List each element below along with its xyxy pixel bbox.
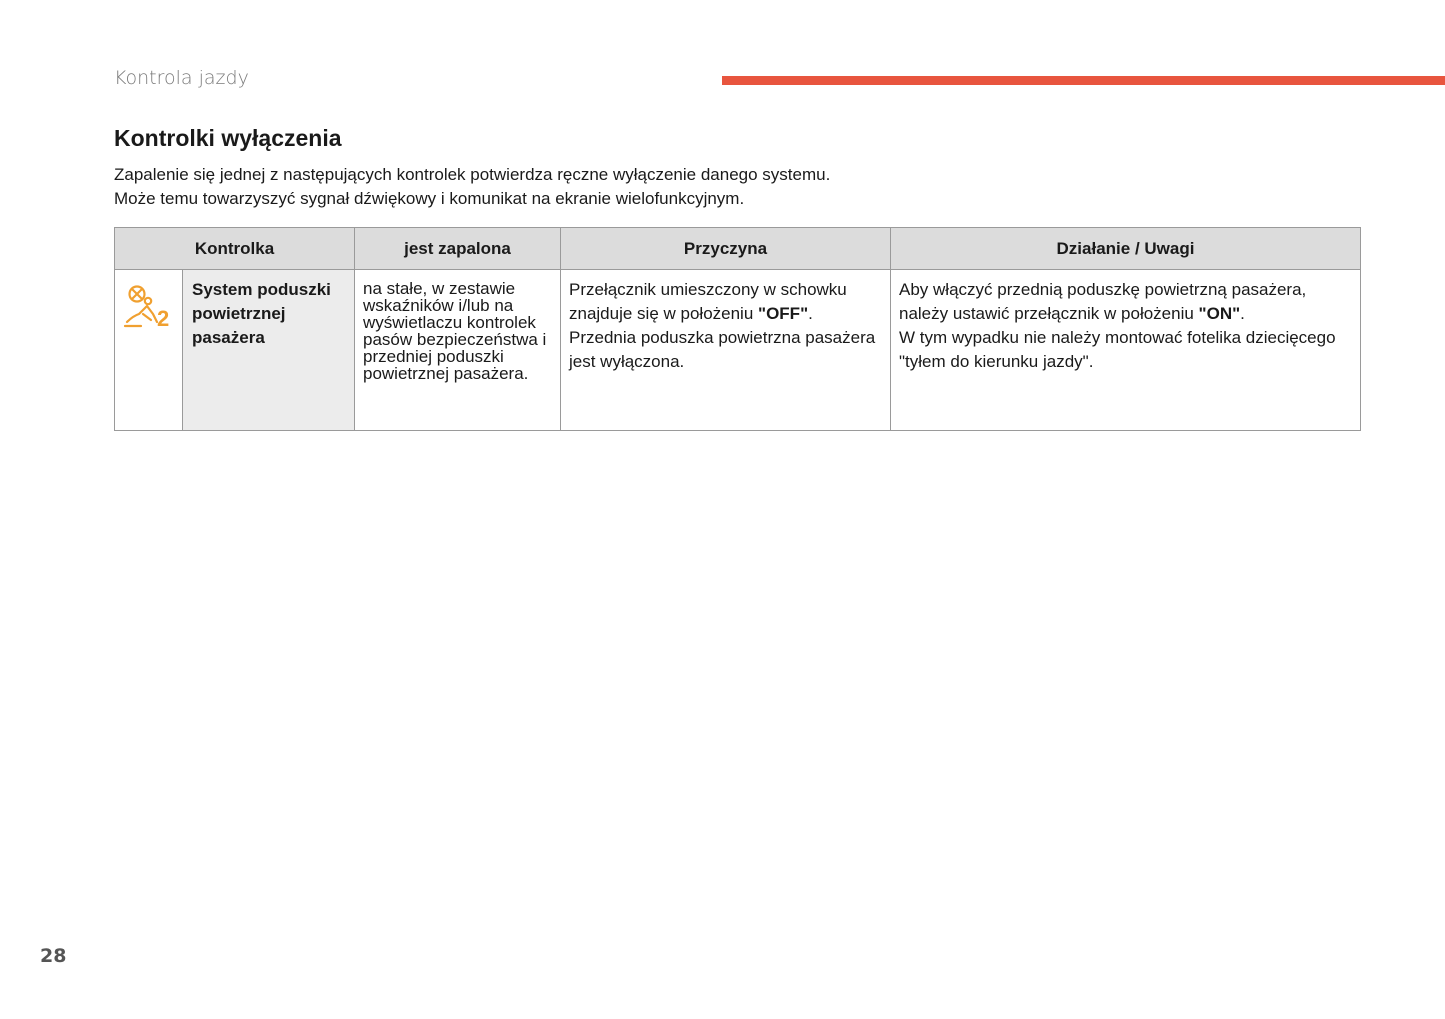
page-number: 28 <box>40 945 67 967</box>
section-title: Kontrolki wyłączenia <box>114 125 342 151</box>
action-paragraph-1 <box>899 278 1352 326</box>
cause-paragraph-2: Przednia poduszka powietrzna pasażera jest wyłączona. <box>569 328 876 371</box>
switch-position-off: "OFF" <box>758 304 809 323</box>
icon-cell <box>115 270 183 431</box>
warning-lights-table <box>114 227 1361 431</box>
table-row <box>115 270 1361 431</box>
intro-line-1: Zapalenie się jednej z następujących kontrolek potwierdza ręczne wyłączenie danego systemu. <box>114 165 831 184</box>
column-header-jest-zapalona: jest zapalona <box>355 228 561 270</box>
action-text-end: . <box>1240 304 1245 323</box>
switch-position-on: "ON" <box>1198 304 1241 323</box>
intro-text <box>114 163 1354 211</box>
passenger-airbag-off-icon <box>123 284 177 332</box>
column-header-przyczyna: Przyczyna <box>561 228 891 270</box>
header-accent-bar <box>722 76 1445 85</box>
running-header: Kontrola jazdy <box>114 67 249 89</box>
cause-text-end: . <box>808 304 813 323</box>
lit-condition: na stałe, w zestawie wskaźników i/lub na wyświetlaczu kontrolek pasów bezpieczeństwa i przedniej poduszki powietrznej pasażera. <box>355 270 561 431</box>
column-header-dzialanie-uwagi: Działanie / Uwagi <box>891 228 1361 270</box>
cause-text: Przełącznik umieszczony w schowku znajduje się w położeniu <box>569 280 847 323</box>
column-header-kontrolka: Kontrolka <box>115 228 355 270</box>
action-cell <box>891 270 1361 431</box>
action-paragraph-2: W tym wypadku nie należy montować fotelika dziecięcego "tyłem do kierunku jazdy". <box>899 328 1336 371</box>
table-header-row <box>115 228 1361 270</box>
cause-cell <box>561 270 891 431</box>
svg-text:2: 2 <box>157 306 170 331</box>
cause-paragraph-1 <box>569 278 882 326</box>
action-text: Aby włączyć przednią poduszkę powietrzną pasażera, należy ustawić przełącznik w położeniu <box>899 280 1307 323</box>
warning-light-name: System poduszki powietrznej pasażera <box>183 270 355 431</box>
intro-line-2: Może temu towarzyszyć sygnał dźwiękowy i komunikat na ekranie wielofunkcyjnym. <box>114 189 745 208</box>
